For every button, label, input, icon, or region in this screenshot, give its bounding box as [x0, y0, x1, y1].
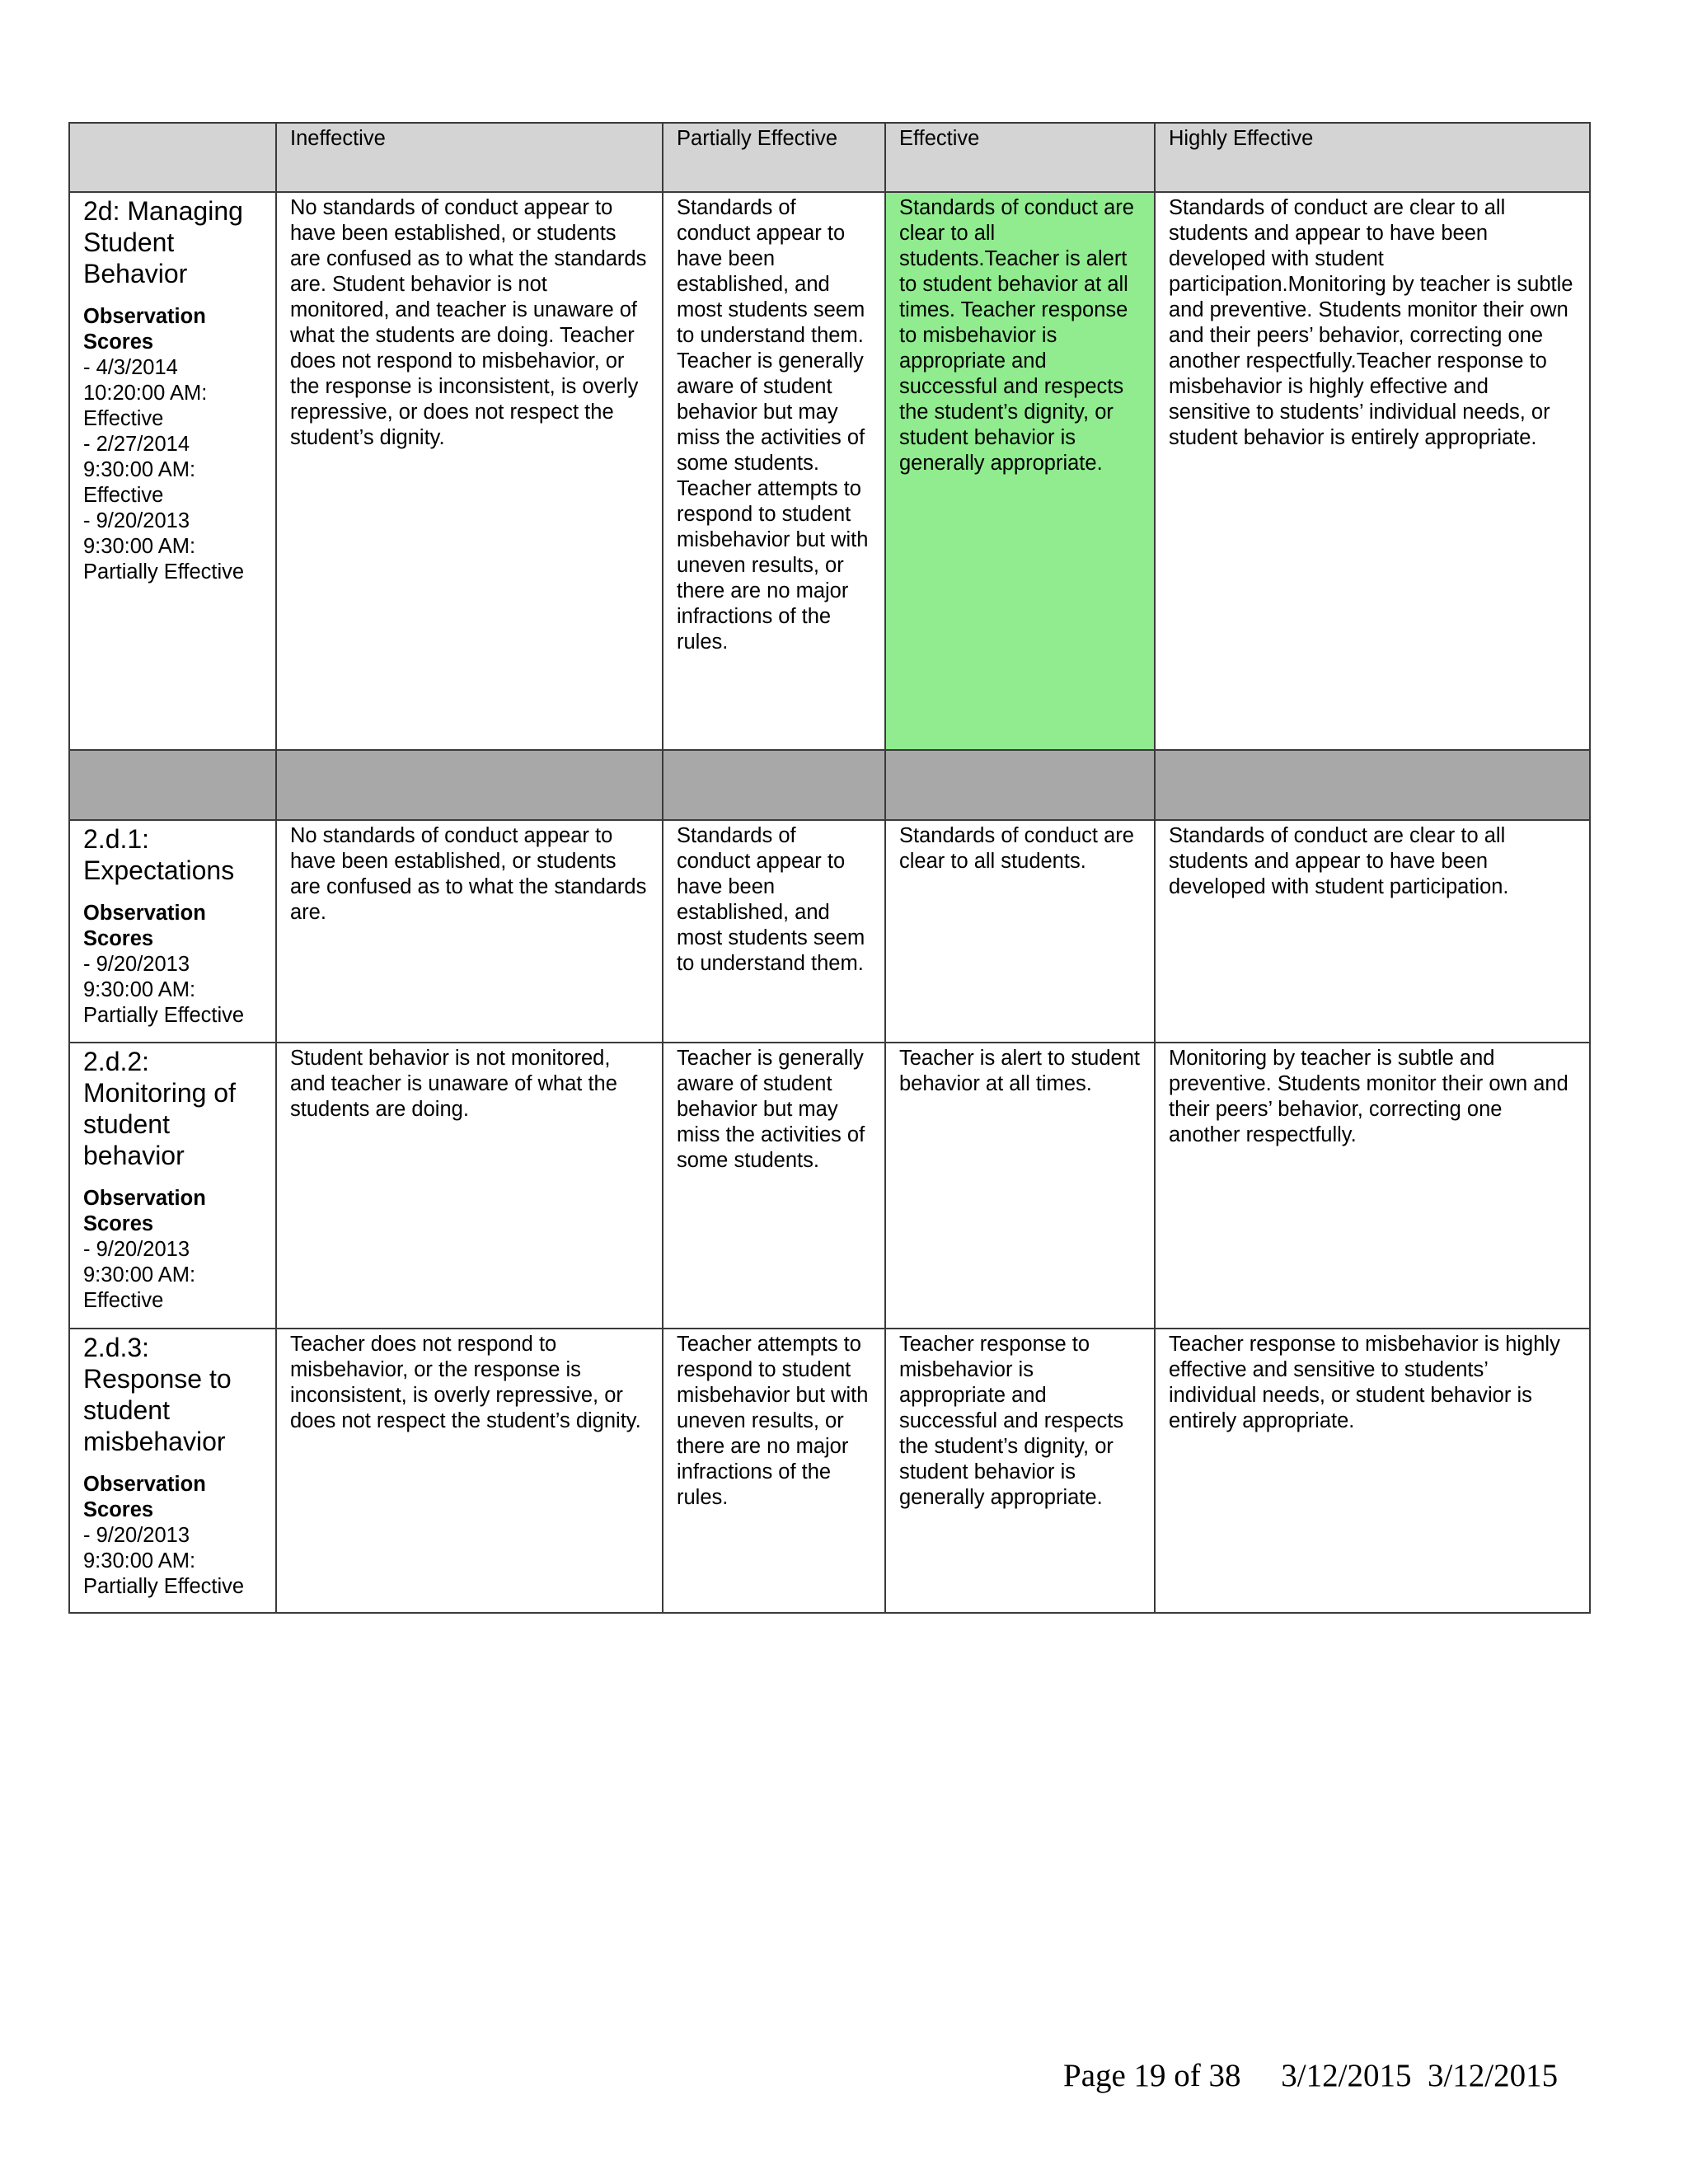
- header-cell-blank: [69, 123, 276, 192]
- descriptor-partially-effective: Standards of conduct appear to have been established, and most students seem to understand them.: [663, 820, 885, 1043]
- descriptor-effective: Teacher response to misbehavior is appropriate and successful and respects the student’s dignity, or student behavior is generally appropriate.: [885, 1329, 1155, 1613]
- criterion-title: 2.d.1: Expectations: [83, 824, 235, 885]
- criterion-cell: [69, 1329, 276, 1613]
- observation-scores-label: Observation Scores: [83, 1473, 206, 1521]
- descriptor-partially-effective: Teacher attempts to respond to student misbehavior but with uneven results, or there are no major infractions of the rules.: [663, 1329, 885, 1613]
- criterion-cell: [69, 192, 276, 750]
- separator-cell: [663, 750, 885, 820]
- observation-scores-label: Observation Scores: [83, 902, 206, 950]
- rubric-row-2d2: [69, 1043, 1590, 1329]
- criterion-title: 2d: Managing Student Behavior: [83, 196, 243, 288]
- descriptor-ineffective: Teacher does not respond to misbehavior, or the response is inconsistent, is overly repressive, or does not respect the student’s dignity.: [276, 1329, 663, 1613]
- observation-scores-label: Observation Scores: [83, 305, 206, 354]
- observation-scores: - 9/20/2013 9:30:00 AM: Partially Effective: [83, 1524, 245, 1598]
- descriptor-ineffective: No standards of conduct appear to have been established, or students are confused as to what the standards are.: [276, 820, 663, 1043]
- rubric-row-2d3: [69, 1329, 1590, 1613]
- descriptor-effective-highlighted: Standards of conduct are clear to all students.Teacher is alert to student behavior at all times. Teacher response to misbehavior is appropriate and successful and respects the student’s dignity, or student behavior is generally appropriate.: [885, 192, 1155, 750]
- rubric-row-2d1: [69, 820, 1590, 1043]
- header-cell-highly-effective: Highly Effective: [1155, 123, 1590, 192]
- rubric-header-row: [69, 123, 1590, 192]
- criterion-title: 2.d.2: Monitoring of student behavior: [83, 1047, 236, 1170]
- descriptor-highly-effective: Standards of conduct are clear to all students and appear to have been developed with student participation.Monitoring by teacher is subtle and preventive. Students monitor their own and their peers’ behavior, correcting one another respectfully.Teacher response to misbehavior is highly effective and sensitive to students’ individual needs, or student behavior is entirely appropriate.: [1155, 192, 1590, 750]
- descriptor-highly-effective: Standards of conduct are clear to all students and appear to have been developed with student participation.: [1155, 820, 1590, 1043]
- descriptor-partially-effective: Standards of conduct appear to have been established, and most students seem to understand them. Teacher is generally aware of student behavior but may miss the activities of some students. Teacher attempts to respond to student misbehavior but with uneven results, or there are no major infractions of the rules.: [663, 192, 885, 750]
- separator-cell: [69, 750, 276, 820]
- descriptor-effective: Teacher is alert to student behavior at all times.: [885, 1043, 1155, 1329]
- separator-cell: [276, 750, 663, 820]
- header-cell-partially-effective: Partially Effective: [663, 123, 885, 192]
- separator-cell: [885, 750, 1155, 820]
- descriptor-effective: Standards of conduct are clear to all students.: [885, 820, 1155, 1043]
- observation-scores-label: Observation Scores: [83, 1187, 206, 1235]
- observation-scores: - 9/20/2013 9:30:00 AM: Effective: [83, 1238, 196, 1312]
- page-footer: Page 19 of 38 3/12/2015 3/12/2015: [1063, 2058, 1559, 2093]
- criterion-title: 2.d.3: Response to student misbehavior: [83, 1333, 232, 1456]
- descriptor-ineffective: No standards of conduct appear to have been established, or students are confused as to what the standards are. Student behavior is not monitored, and teacher is unaware of what the students are doing. Teacher does not respond to misbehavior, or the response is inconsistent, is overly repressive, or does not respect the student’s dignity.: [276, 192, 663, 750]
- observation-scores: - 9/20/2013 9:30:00 AM: Partially Effective: [83, 953, 245, 1027]
- criterion-cell: [69, 820, 276, 1043]
- descriptor-ineffective: Student behavior is not monitored, and teacher is unaware of what the students are doing.: [276, 1043, 663, 1329]
- descriptor-highly-effective: Monitoring by teacher is subtle and preventive. Students monitor their own and their peers’ behavior, correcting one another respectfully.: [1155, 1043, 1590, 1329]
- observation-scores: - 4/3/2014 10:20:00 AM: Effective - 2/27/2014 9:30:00 AM: Effective - 9/20/2013 9:30:00 AM: Partially Effective: [83, 356, 245, 583]
- header-cell-effective: Effective: [885, 123, 1155, 192]
- descriptor-partially-effective: Teacher is generally aware of student behavior but may miss the activities of some students.: [663, 1043, 885, 1329]
- criterion-cell: [69, 1043, 276, 1329]
- separator-row: [69, 750, 1590, 820]
- rubric-table: [68, 122, 1591, 1614]
- separator-cell: [1155, 750, 1590, 820]
- rubric-row-2d: [69, 192, 1590, 750]
- header-cell-ineffective: Ineffective: [276, 123, 663, 192]
- descriptor-highly-effective: Teacher response to misbehavior is highly effective and sensitive to students’ individual needs, or student behavior is entirely appropriate.: [1155, 1329, 1590, 1613]
